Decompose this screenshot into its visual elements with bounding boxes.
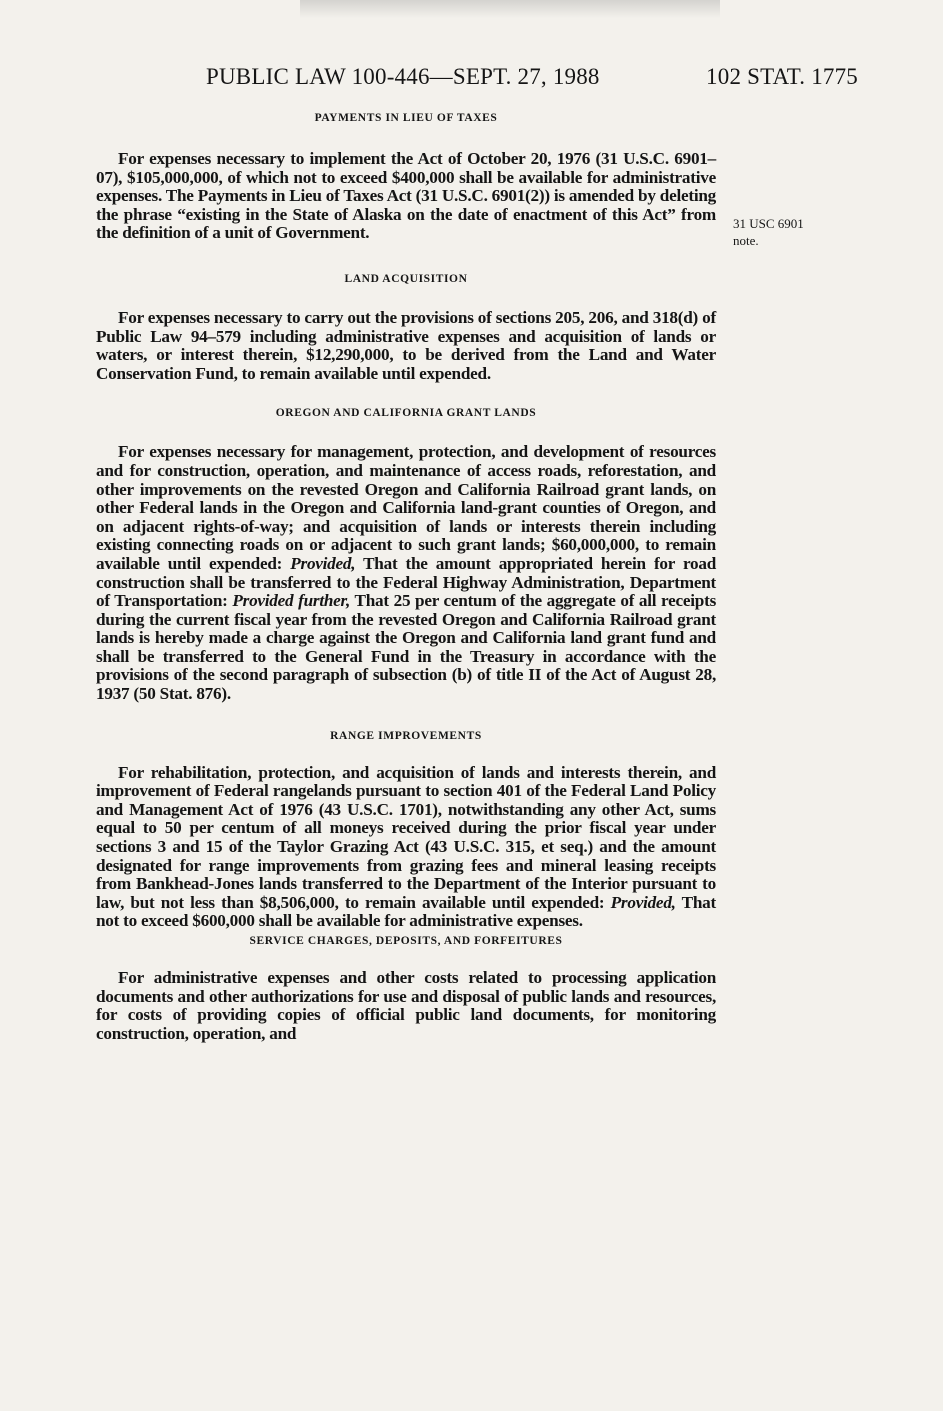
text-run: That 25 per centum of the aggregate of all receipts during the current fiscal year from the revested Oregon and California Railroad grant lands is hereby made a charge against the Oregon and California land grant fund and shall be transferred to the General Fund in the Treasury in accordance with the provisions of the second paragraph of subsection (b) of title II of the Act of August 28, 1937 (50 Stat. 876). bbox=[96, 591, 717, 704]
section-heading-oregon-california: OREGON AND CALIFORNIA GRANT LANDS bbox=[275, 407, 537, 420]
section-heading-range-improvements: RANGE IMPROVEMENTS bbox=[330, 729, 482, 742]
proviso-italic: Provided, bbox=[290, 553, 356, 573]
section-heading-land-acquisition: LAND ACQUISITION bbox=[344, 272, 468, 285]
text-run: That not to exceed $600,000 shall be available for administrative expenses. bbox=[96, 892, 716, 931]
proviso-italic: Provided further, bbox=[232, 591, 351, 611]
proviso-italic: Provided, bbox=[610, 892, 676, 912]
section-heading-service-charges: SERVICE CHARGES, DEPOSITS, AND FORFEITURES bbox=[249, 935, 563, 947]
header-citation: PUBLIC LAW 100-446—SEPT. 27, 1988 bbox=[206, 64, 600, 89]
text-run: For rehabilitation, protection, and acquisition of lands and interests therein, and improvement of Federal rangelands pursuant to section 401 of the Federal Land Policy and Management Act of 1976 (43 U.S.C. 1701), notwithstanding any other Act, sums equal to 50 per centum of all moneys received during the prior fiscal year under sections 3 and 15 of the Taylor Grazing Act (43 U.S.C. 315, et seq.) and the amount designated for range improvements from grazing fees and mineral leasing receipts from Bankhead-Jones lands transferred to the Department of the Interior pursuant to law, but not less than $8,506,000, to remain available until expended: bbox=[96, 762, 716, 912]
text-run: That the amount appropriated herein for road construction shall be transferred to the Federal Highway Administration, Department of Transportation: bbox=[96, 553, 717, 611]
section-text-payments: For expenses necessary to implement the Act of October 20, 1976 (31 U.S.C. 6901–07), $105,000,000, of which not to exceed $400,000 shall be available for administrative expenses. The Payments in Lieu of Taxes Act (31 U.S.C. 6901(2)) is amended by deleting the phrase “existing in the State of Alaska on the date of enactment of this Act” from the definition of a unit of Government. bbox=[96, 149, 716, 243]
margin-note-citation: 31 USC 6901 bbox=[733, 216, 804, 231]
text-run: For expenses necessary for management, protection, and development of resources and for construction, operation, and maintenance of access roads, reforestation, and other improvements on the revested Oregon and California Railroad grant lands, on other Federal lands in the Oregon and California land-grant counties of Oregon, and on adjacent rights-of-way; and acquisition of lands or interests therein including existing connecting roads on or adjacent to such grant lands; $60,000,000, to remain available until expended: bbox=[96, 442, 716, 573]
section-text-service-charges: For administrative expenses and other costs related to processing application documents and other authorizations for use and disposal of public lands and resources, for costs of providing copies of official public land documents, for monitoring construction, operation, and bbox=[96, 968, 716, 1043]
section-text-range-improvements bbox=[96, 764, 716, 931]
section-text-oregon-california bbox=[96, 443, 716, 703]
page-header bbox=[96, 64, 858, 94]
margin-note-label: note. bbox=[733, 233, 759, 248]
section-text-land-acquisition: For expenses necessary to carry out the provisions of sections 205, 206, and 318(d) of Public Law 94–579 including administrative expenses and acquisition of lands or waters, or interest therein, $12,290,000, to be derived from the Land and Water Conservation Fund, to remain available until expended. bbox=[96, 307, 716, 383]
header-stat-page: 102 STAT. 1775 bbox=[706, 64, 858, 89]
document-body bbox=[96, 112, 716, 1043]
margin-note bbox=[733, 215, 804, 249]
section-heading-payments: PAYMENTS IN LIEU OF TAXES bbox=[314, 112, 498, 124]
scan-artifact bbox=[300, 0, 720, 18]
